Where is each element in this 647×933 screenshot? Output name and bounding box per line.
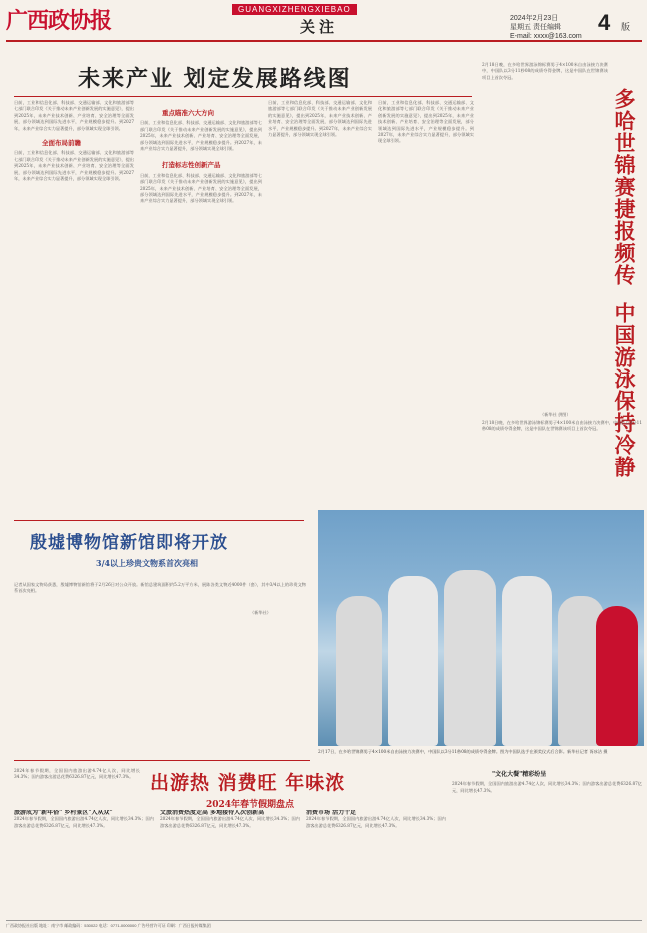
top-story-body-5: 日前，工业和信息化部、科技部、交通运输部、文化和旅游部等七部门联合印发《关于推动未来产业创新发展的实施意见》，提出到2025年，未来产业技术创新、产业培育、安全治理等全面发展，部分领域达到国际先进水平，产业规模稳步提升。到2027年，未来产业综合实力显著提升，部分领域实现全球引领。: [378, 100, 474, 144]
medal-photo: [318, 510, 644, 746]
athlete-figure-3: [444, 570, 496, 746]
swim-story-text-2: [482, 420, 642, 502]
holiday-headline: 出游热 消费旺 年味浓: [150, 772, 346, 794]
top-story-body: 日前，工业和信息化部、科技部、交通运输部、文化和旅游部等七部门联合印发《关于推动未来产业创新发展的实施意见》，提出到2025年，未来产业技术创新、产业培育、安全治理等全面发展，部分领域达到国际先进水平，产业规模稳步提升。到2027年，未来产业综合实力显著提升，部分领域实现全球引领。: [14, 100, 134, 131]
page-label: 版: [621, 22, 631, 32]
holiday-body-1: 2024年春节假期，全国国内旅游出游4.74亿人次，同比增长34.3%；国内游客出游总花费6326.87亿元，同比增长47.3%。: [14, 816, 154, 828]
date-line-3: E-mail: xxxx@163.com: [510, 33, 582, 40]
holiday-subheadline: 2024年春节假期盘点: [206, 800, 295, 810]
swim-story-body: 2月18日晚，在多哈世界游泳锦标赛男子4×100米自由泳接力决赛中，中国队以3分11秒08的成绩夺得金牌，这是中国队在世锦赛该项目上首次夺冠。: [482, 62, 608, 80]
swim-byline: （新华社 供图）: [540, 412, 571, 417]
page-number: 4: [598, 10, 611, 35]
footer-rule: [6, 920, 642, 921]
masthead-logo: 广西政协报: [6, 8, 112, 34]
holiday-sub-c: "文化大餐"精彩纷呈: [492, 771, 547, 778]
swim-story-body-2: 2月18日晚，在多哈世界游泳锦标赛男子4×100米自由泳接力决赛中，中国队以3分11秒08的成绩夺得金牌，这是中国队在世锦赛该项目上首次夺冠。: [482, 420, 642, 432]
footer-info: 广西政协报社出版 地址：南宁市 邮政编码：530022 电话：0771-0000000 广告经营许可证 印刷：广西日报传媒集团: [6, 923, 211, 928]
athlete-figure-6: [596, 606, 638, 746]
top-story-body-4: 日前，工业和信息化部、科技部、交通运输部、文化和旅游部等七部门联合印发《关于推动未来产业创新发展的实施意见》，提出到2025年，未来产业技术创新、产业培育、安全治理等全面发展，部分领域达到国际先进水平，产业规模稳步提升。到2027年，未来产业综合实力显著提升，部分领域实现全球引领。: [268, 100, 372, 138]
holiday-intro: 2024年春节假期，全国国内旅游出游4.74亿人次，同比增长34.3%；国内游客出游总花费6326.87亿元，同比增长47.3%。: [14, 768, 140, 780]
top-story-column-4: [378, 100, 474, 510]
swim-vertical-headline-1: 多哈世锦赛捷报频传: [612, 88, 637, 286]
museum-subheadline: 3/4以上珍贵文物系首次亮相: [96, 558, 199, 568]
top-story-body-2: 日前，工业和信息化部、科技部、交通运输部、文化和旅游部等七部门联合印发《关于推动未来产业创新发展的实施意见》，提出到2025年，未来产业技术创新、产业培育、安全治理等全面发展，部分领域达到国际先进水平，产业规模稳步提升。到2027年，未来产业综合实力显著提升，部分领域实现全球引领。: [140, 120, 262, 152]
holiday-column-3: [306, 810, 446, 920]
photo-caption: 2月17日，在多哈世锦赛男子4×100米自由泳接力决赛中，中国队以3分11秒08的成绩夺得金牌。图为中国队选手在颁奖仪式后合影。新华社记者 胥冰洁 摄: [318, 749, 608, 754]
masthead-pinyin: GUANGXIZHENGXIEBAO: [232, 4, 357, 15]
top-story-subhead-1: 重点瞄准六大方向: [162, 109, 214, 117]
top-story-column-2: [140, 100, 262, 518]
athlete-figure-4: [502, 576, 552, 746]
museum-credit: （新华社）: [250, 610, 271, 615]
date-line-1: 2024年2月23日: [510, 15, 559, 22]
top-story-column-1: [14, 100, 134, 518]
top-story-headline: 未来产业 划定发展路线图: [78, 66, 352, 92]
issue-date: [510, 14, 582, 41]
holiday-sub-a: 旅游成为"新年俗" 乡村景区"人从众": [14, 810, 113, 816]
holiday-body-3: 2024年春节假期，全国国内旅游出游4.74亿人次，同比增长34.3%；国内游客出游总花费6326.87亿元，同比增长47.3%。: [306, 816, 446, 828]
holiday-body-2: 2024年春节假期，全国国内旅游出游4.74亿人次，同比增长34.3%；国内游客出游总花费6326.87亿元，同比增长47.3%。: [160, 816, 300, 828]
museum-body: 记者从国家文物局获悉，殷墟博物馆新馆将于2月26日对公众开放。新馆总建筑面积约5.2万平方米，展陈各类文物近4000件（套），其中3/4以上的珍贵文物系首次亮相。: [14, 582, 306, 594]
holiday-column-2: [160, 810, 300, 920]
top-story-column-3: [268, 100, 372, 518]
masthead-rule: [6, 40, 642, 42]
holiday-rule: [14, 760, 310, 761]
top-story-body-repeat: 日前，工业和信息化部、科技部、交通运输部、文化和旅游部等七部门联合印发《关于推动未来产业创新发展的实施意见》，提出到2025年，未来产业技术创新、产业培育、安全治理等全面发展，部分领域达到国际先进水平，产业规模稳步提升。到2027年，未来产业综合实力显著提升，部分领域实现全球引领。: [14, 150, 134, 182]
headline-rule: [14, 96, 472, 97]
section-title: 关注: [300, 18, 339, 36]
top-story-body-3: 日前，工业和信息化部、科技部、交通运输部、文化和旅游部等七部门联合印发《关于推动未来产业创新发展的实施意见》，提出到2025年，未来产业技术创新、产业培育、安全治理等全面发展，部分领域达到国际先进水平，产业规模稳步提升。到2027年，未来产业综合实力显著提升，部分领域实现全球引领。: [140, 172, 262, 204]
date-line-2: 星期五 责任编辑: [510, 24, 561, 31]
holiday-column-1: [14, 810, 154, 920]
top-story-subhead-3: 全面布局前瞻: [42, 139, 81, 148]
museum-rule: [14, 520, 304, 521]
holiday-sub-b: 文旅消费热度走高 多地接待人次创新高: [160, 810, 265, 816]
athlete-figure-2: [388, 576, 438, 746]
swim-vertical-headline-2: 中国游泳保持冷静: [612, 302, 637, 478]
holiday-column-4: [452, 768, 642, 918]
athlete-figure-1: [336, 596, 382, 746]
holiday-sub-d: 消费市场 活力十足: [306, 810, 357, 816]
swim-story-text: [482, 62, 608, 412]
museum-headline: 殷墟博物馆新馆即将开放: [30, 533, 228, 553]
holiday-body-4: 2024年春节假期，全国国内旅游出游4.74亿人次，同比增长34.3%；国内游客出游总花费6326.87亿元，同比增长47.3%。: [452, 781, 642, 793]
top-story-subhead-2: 打造标志性创新产品: [162, 161, 221, 170]
